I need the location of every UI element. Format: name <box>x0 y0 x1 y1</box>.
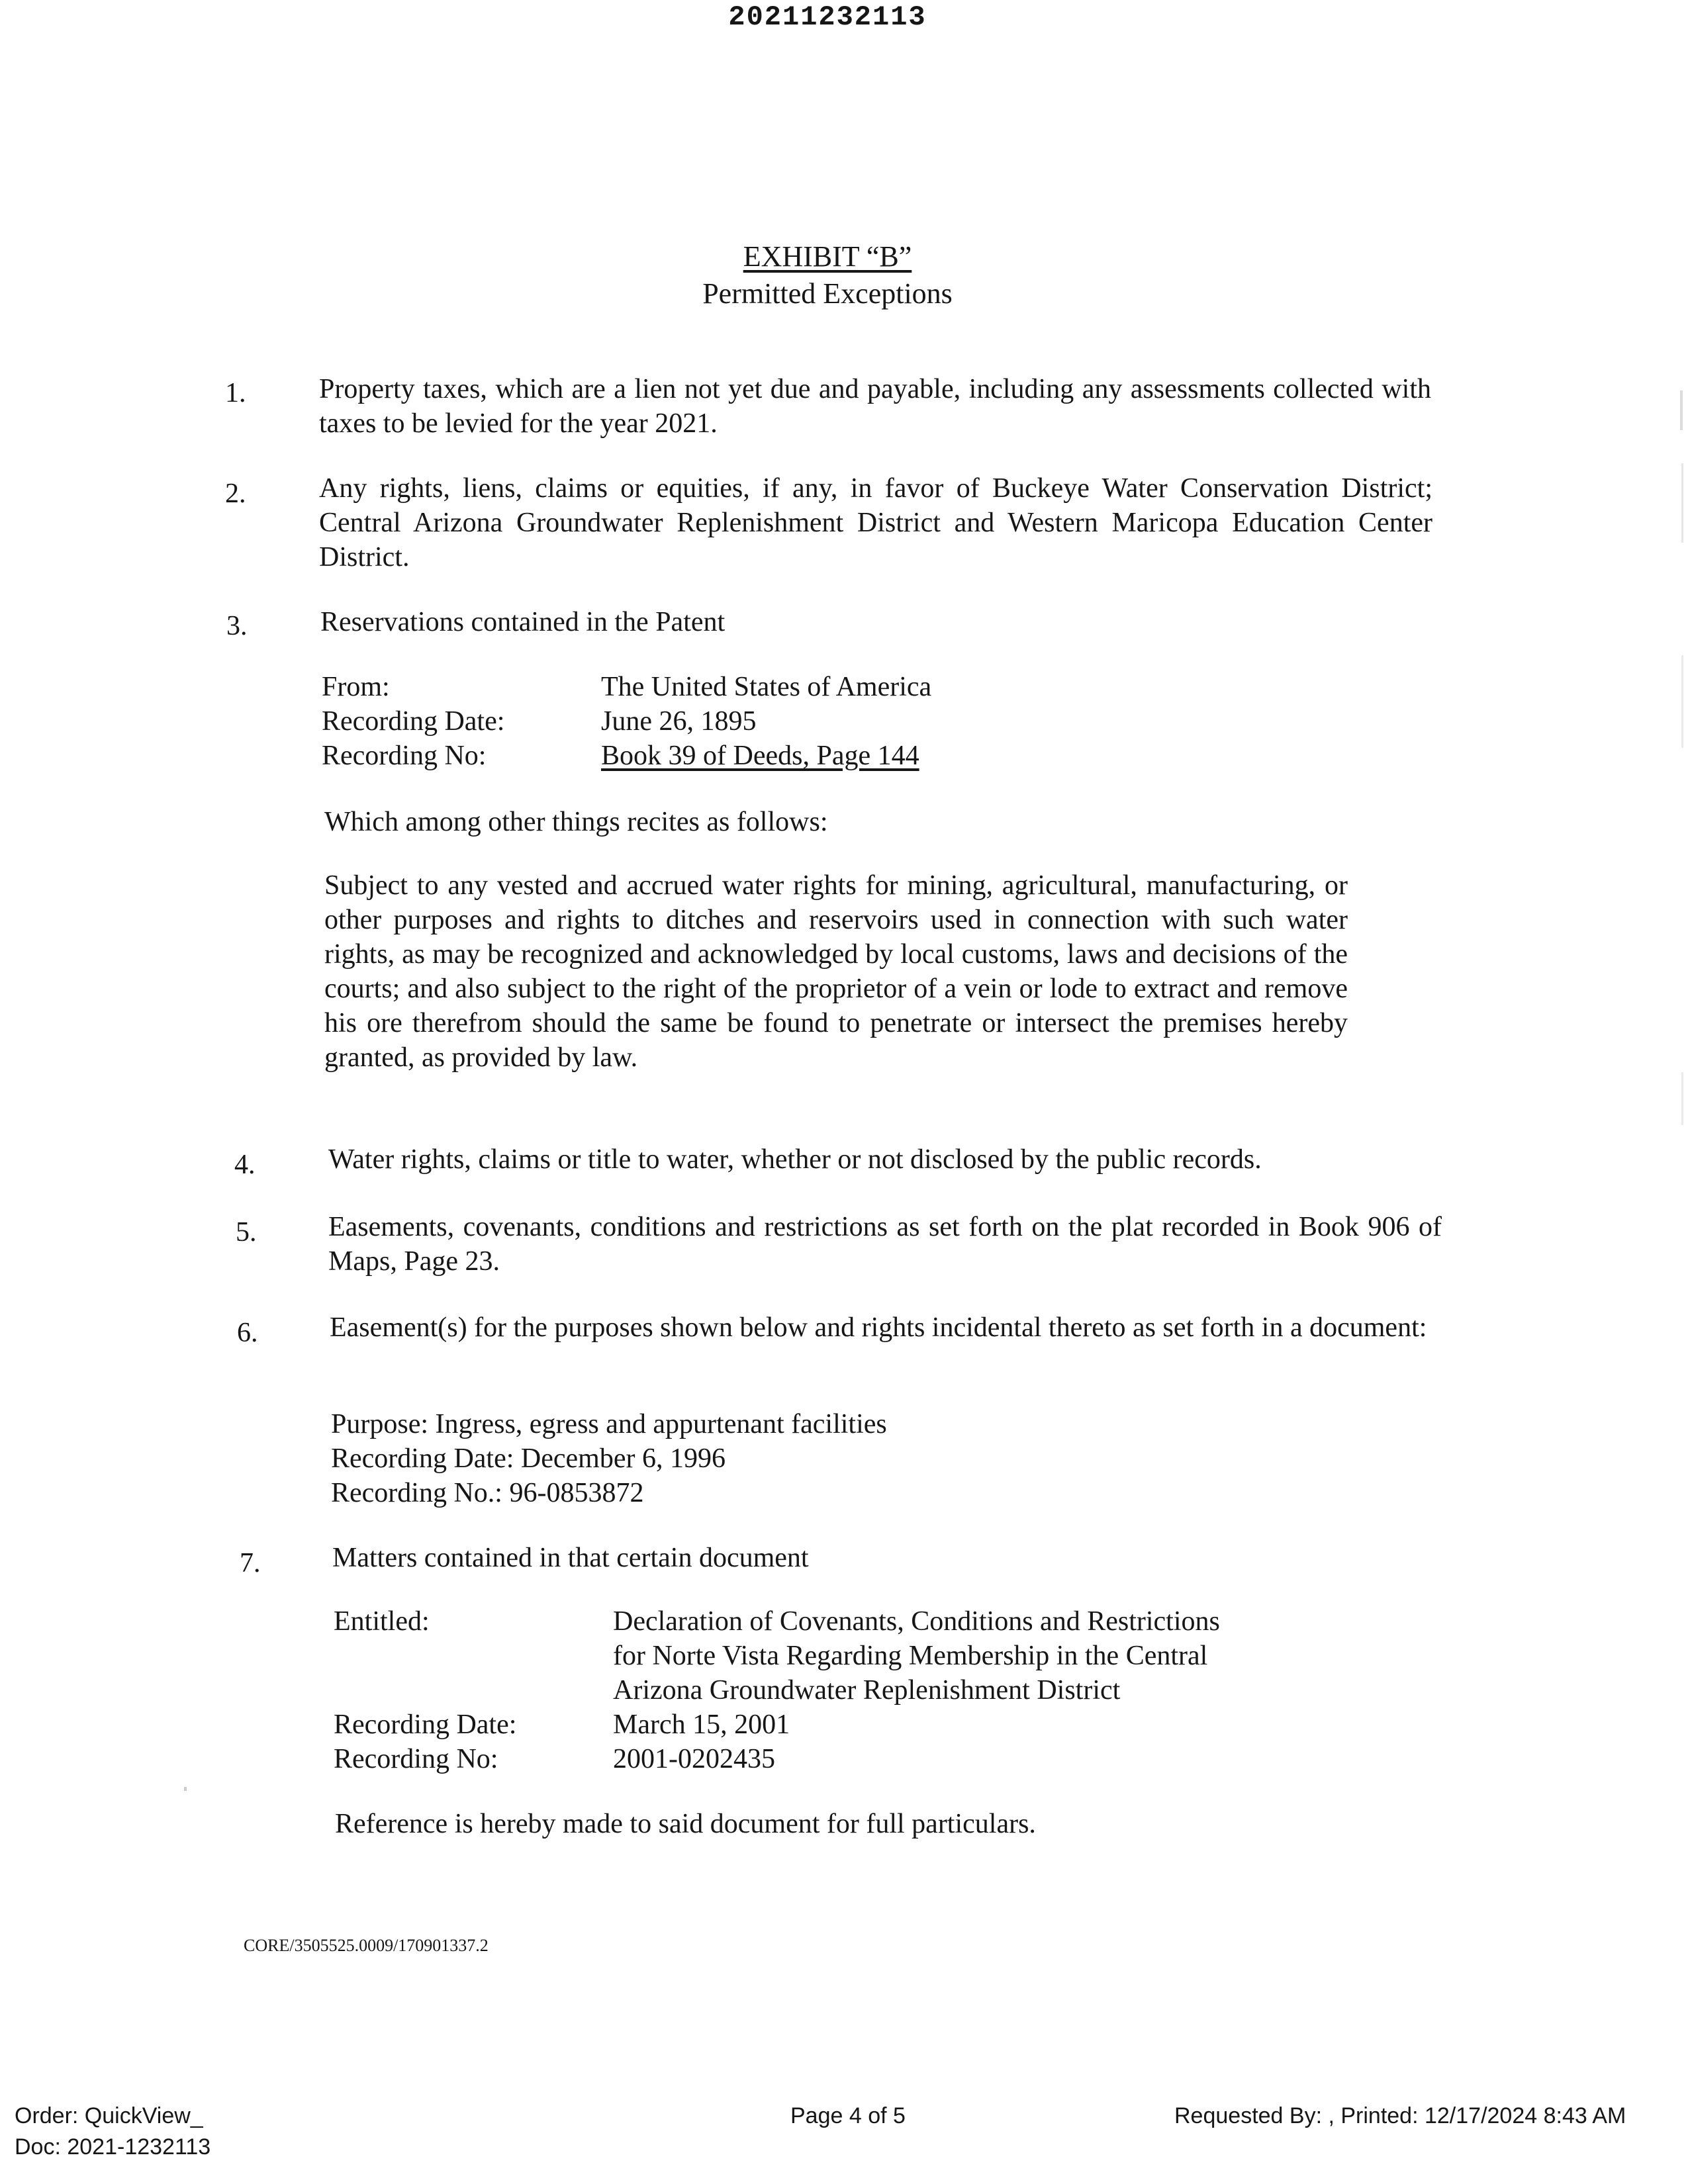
recites-intro: Which among other things recites as follows: <box>324 807 828 837</box>
closing-statement: Reference is hereby made to said document for full particulars. <box>335 1809 1036 1839</box>
footer-doc: Doc: 2021-1232113 <box>15 2134 211 2160</box>
detail-label: Recording Date: <box>334 1709 517 1740</box>
detail-row <box>334 1604 1220 1707</box>
footer-order: Order: QuickView_ <box>15 2103 203 2128</box>
item-number: 7. <box>240 1548 261 1578</box>
detail-row <box>322 670 931 704</box>
detail-value: March 15, 2001 <box>613 1709 790 1740</box>
detail-value-line: Declaration of Covenants, Conditions and Restrictions <box>613 1606 1220 1637</box>
easement-details <box>331 1407 887 1510</box>
document-reference: CORE/3505525.0009/170901337.2 <box>244 1936 489 1955</box>
detail-label: From: <box>322 672 390 702</box>
detail-value-line: Arizona Groundwater Replenishment District <box>613 1675 1121 1706</box>
easement-recording-number: Recording No.: 96-0853872 <box>331 1478 644 1508</box>
scan-artifact <box>1681 463 1683 543</box>
scan-artifact <box>1681 655 1683 748</box>
detail-row <box>334 1707 1220 1742</box>
detail-label: Entitled: <box>334 1606 430 1637</box>
easement-recording-date: Recording Date: December 6, 1996 <box>331 1443 726 1474</box>
item-number: 4. <box>234 1150 256 1180</box>
item-text: Easements, covenants, conditions and restrictions as set forth on the plat recorded in Book 906 of Maps, Page 23. <box>328 1212 1442 1277</box>
item-number: 5. <box>236 1217 257 1248</box>
detail-value: The United States of America <box>601 672 932 702</box>
detail-row <box>334 1742 1220 1776</box>
detail-value: 2001-0202435 <box>613 1744 775 1774</box>
detail-label: Recording No: <box>322 741 487 771</box>
item-text: Reservations contained in the Patent <box>320 607 726 637</box>
detail-value-line: for Norte Vista Regarding Membership in the Central <box>613 1641 1208 1671</box>
item-text: Matters contained in that certain document <box>332 1543 809 1573</box>
detail-row <box>322 704 931 739</box>
item-number: 2. <box>225 478 246 509</box>
footer-requested-printed: Requested By: , Printed: 12/17/2024 8:43 AM <box>1174 2103 1626 2128</box>
scan-artifact <box>184 1787 187 1791</box>
item-text: Easement(s) for the purposes shown below and rights incidental thereto as set forth in a document: <box>330 1312 1427 1343</box>
item-number: 3. <box>226 611 248 641</box>
scan-artifact <box>1680 390 1683 430</box>
patent-details <box>322 670 931 773</box>
patent-recital: Subject to any vested and accrued water rights for mining, agricultural, manufacturing, or other purposes and rights to ditches and reservoirs used in connection with such water rights, as may be recognized and acknowledged by local customs, laws and decisions of the courts; and also subject to the right of the proprietor of a vein or lode to extract and remove his ore therefrom should the same be found to penetrate or intersect the premises hereby granted, as provided by law. <box>324 870 1348 1073</box>
exhibit-heading <box>0 238 1655 312</box>
item-text: Any rights, liens, claims or equities, if any, in favor of Buckeye Water Conservation District; Central Arizona Groundwater Replenishment District and Western Maricopa Education Center District. <box>319 473 1432 572</box>
item-number: 1. <box>225 378 246 408</box>
item-text: Water rights, claims or title to water, whether or not disclosed by the public records. <box>328 1144 1262 1175</box>
detail-label: Recording Date: <box>322 706 505 737</box>
declaration-details <box>334 1604 1220 1776</box>
item-number: 6. <box>237 1318 258 1348</box>
scan-artifact <box>1681 1072 1683 1125</box>
exhibit-title: EXHIBIT “B” <box>743 240 912 273</box>
footer-page: Page 4 of 5 <box>790 2103 906 2128</box>
easement-purpose: Purpose: Ingress, egress and appurtenant facilities <box>331 1409 887 1439</box>
record-number: 20211232113 <box>728 1 927 33</box>
detail-row <box>322 739 931 773</box>
detail-label: Recording No: <box>334 1744 498 1774</box>
exhibit-subtitle: Permitted Exceptions <box>702 277 953 310</box>
detail-value: June 26, 1895 <box>601 706 757 737</box>
detail-value <box>613 1604 1220 1707</box>
detail-value: Book 39 of Deeds, Page 144 <box>601 741 919 771</box>
item-text: Property taxes, which are a lien not yet due and payable, including any assessments collected with taxes to be levied for the year 2021. <box>319 374 1431 439</box>
